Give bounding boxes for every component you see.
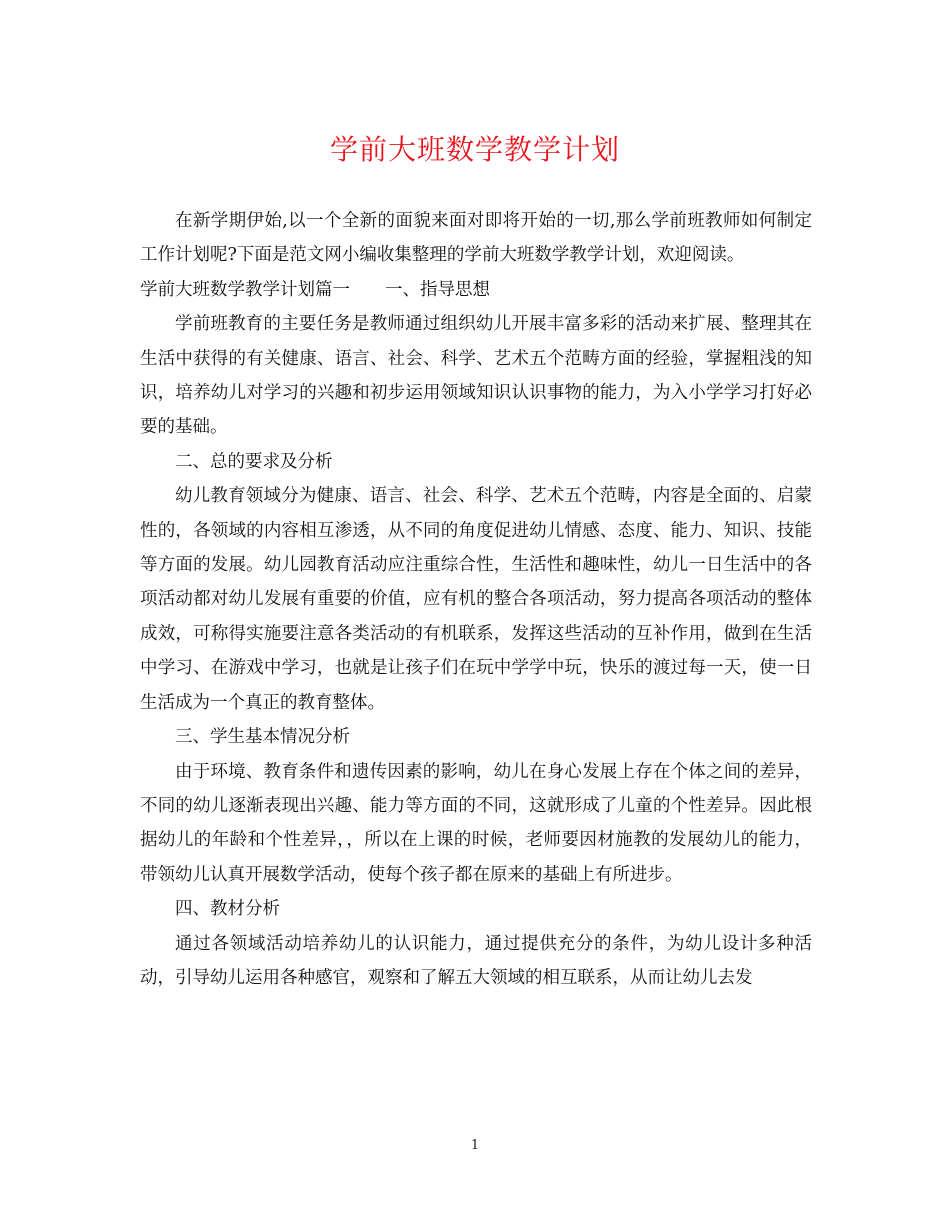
body-paragraph: 由于环境、教育条件和遗传因素的影响，幼儿在身心发展上存在个体之间的差异，不同的幼儿逐渐表现出兴趣、能力等方面的不同，这就形成了儿童的个性差异。因此根据幼儿的年龄和个性差异，，所以在上课的时候，老师要因材施教的发展幼儿的能力，带领幼儿认真开展数学活动，使每个孩子都在原来的基础上有所进步。 [140,761,812,885]
intro-paragraph: 在新学期伊始,以一个全新的面貌来面对即将开始的一切,那么学前班教师如何制定工作计划呢?下面是范文网小编收集整理的学前大班数学教学计划，欢迎阅读。 [140,211,812,266]
document-body [140,204,812,995]
body-paragraph: 学前班教育的主要任务是教师通过组织幼儿开展丰富多彩的活动来扩展、整理其在生活中获得的有关健康、语言、社会、科学、艺术五个范畴方面的经验，掌握粗浅的知识，培养幼儿对学习的兴趣和初步运用领域知识认识事物的能力，为入小学学习打好必要的基础。 [140,314,812,438]
body-paragraph: 通过各领域活动培养幼儿的认识能力，通过提供充分的条件，为幼儿设计多种活动，引导幼儿运用各种感官，观察和了解五大领域的相互联系，从而让幼儿去发 [140,933,812,988]
section-heading-student-analysis: 三、学生基本情况分析 [175,727,350,748]
body-paragraph: 幼儿教育领域分为健康、语言、社会、科学、艺术五个范畴，内容是全面的、启蒙性的，各领域的内容相互渗透，从不同的角度促进幼儿情感、态度、能力、知识、技能等方面的发展。幼儿园教育活动应注重综合性，生活性和趣味性，幼儿一日生活中的各项活动都对幼儿发展有重要的价值，应有机的整合各项活动，努力提高各项活动的整体成效，可称得实施要注意各类活动的有机联系，发挥这些活动的互补作用，做到在生活中学习、在游戏中学习，也就是让孩子们在玩中学学中玩，快乐的渡过每一天，使一日生活成为一个真正的教育整体。 [140,486,812,713]
section-heading-guiding-thought: 学前大班数学教学计划篇一 一、指导思想 [140,279,490,300]
page-number: 1 [470,1138,480,1153]
section-heading-requirements: 二、总的要求及分析 [175,451,333,472]
section-heading-materials: 四、教材分析 [175,899,280,920]
document-title: 学前大班数学教学计划 [329,133,620,166]
